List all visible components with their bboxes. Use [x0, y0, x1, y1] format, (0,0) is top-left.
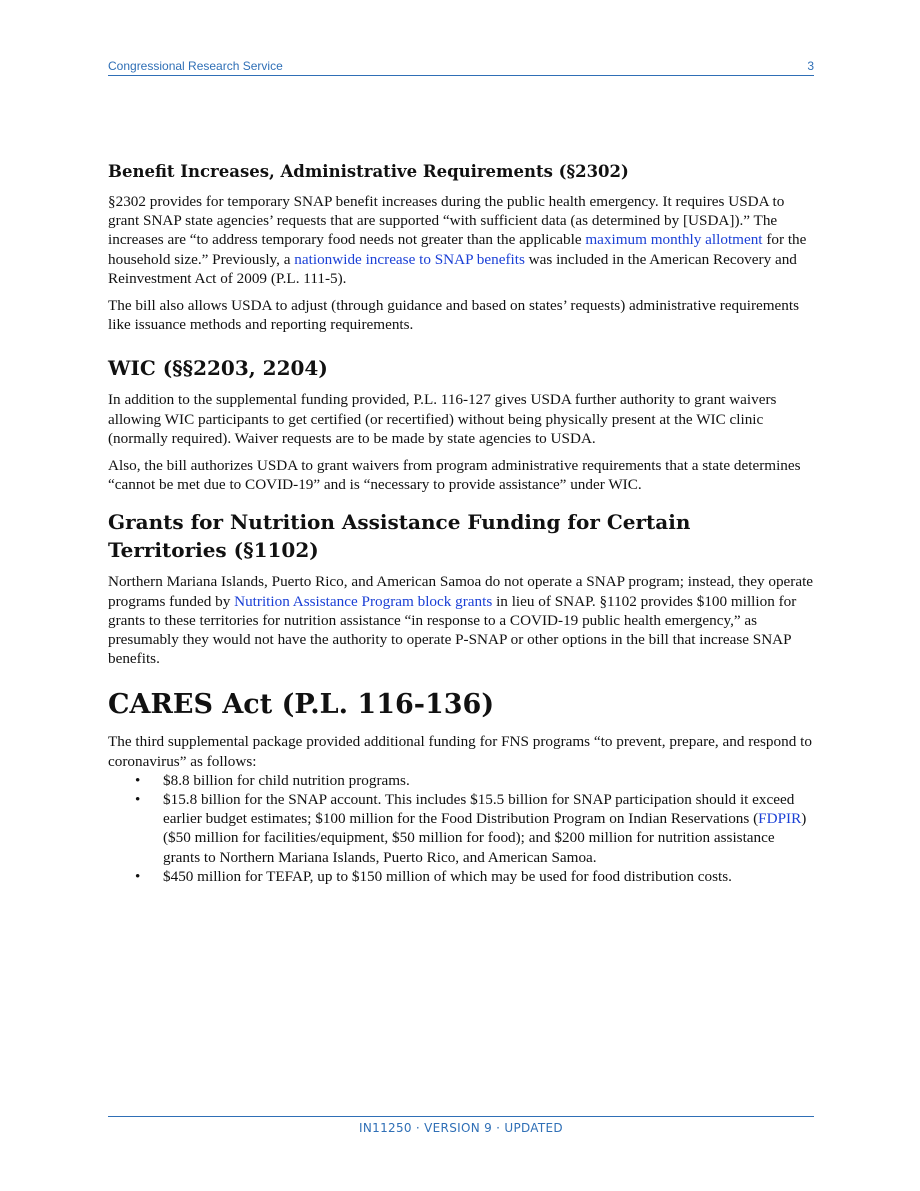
list-item	[135, 771, 814, 790]
text-run: was included in the American Recovery and Reinvestment Act of 2009 (P.L. 111-5).	[108, 250, 797, 287]
text-run: §2302 provides for temporary SNAP benefit increases during the public health emergency. It requires USDA to grant SNAP state agencies’ requests that are supported “with sufficient data (as determined by [USDA]).” The increases are “to address temporary food needs not greater than the applicable	[108, 193, 785, 249]
section-heading-cares: CARES Act (P.L. 116-136)	[108, 689, 495, 721]
bullet-icon: •	[135, 867, 141, 885]
link-fdpir[interactable]: FDPIR	[758, 810, 802, 828]
bullet-icon: •	[135, 771, 141, 789]
document-version: IN11250 · VERSION 9 · UPDATED	[359, 1121, 563, 1135]
section-heading-wic: WIC (§§2203, 2204)	[108, 356, 328, 381]
paragraph	[108, 572, 814, 668]
list-item	[135, 790, 814, 867]
link-maximum-monthly-allotment[interactable]: maximum monthly allotment	[585, 231, 763, 249]
text-run: for the household size.” Previously, a	[108, 231, 807, 268]
section-wic	[108, 354, 814, 494]
page-number: 3	[807, 59, 814, 73]
text-run: ) ($50 million for facilities/equipment, $50 million for food); and $200 million for nutrition assistance grants to Northern Mariana Islands, Puerto Rico, and American Samoa.	[163, 810, 807, 866]
funding-list	[108, 771, 814, 886]
link-nationwide-increase[interactable]: nationwide increase to SNAP benefits	[294, 250, 525, 268]
text-run: $15.8 billion for the SNAP account. This includes $15.5 billion for SNAP participation should it exceed earlier budget estimates; $100 million for the Food Distribution Program on Indian Reservations (	[163, 791, 795, 828]
publisher-name: Congressional Research Service	[108, 59, 283, 73]
text-run: in lieu of SNAP. §1102 provides $100 million for grants to these territories for nutrition assistance “in response to a COVID-19 public health emergency,” as presumably they would not have the authority to operate P-SNAP or other options in the bill that increase SNAP benefits.	[108, 592, 797, 668]
document-body	[108, 160, 814, 886]
paragraph: In addition to the supplemental funding provided, P.L. 116-127 gives USDA further authority to grant waivers allowing WIC participants to get certified (or recertified) without being physically present at the WIC clinic (normally required). Waiver requests are to be made by state agencies to USDA.	[108, 391, 777, 447]
paragraph	[108, 192, 814, 288]
section-cares-act	[108, 686, 814, 886]
text-run: Northern Mariana Islands, Puerto Rico, and American Samoa do not operate a SNAP program; instead, they operate programs funded by	[108, 573, 814, 610]
paragraph: Also, the bill authorizes USDA to grant waivers from program administrative requirements that a state determines “cannot be met due to COVID-19” and is “necessary to provide assistance” under WIC.	[108, 457, 801, 494]
list-item	[135, 867, 814, 886]
text-run: $450 million for TEFAP, up to $150 million of which may be used for food distribution costs.	[163, 867, 732, 885]
section-heading-territories: Grants for Nutrition Assistance Funding for Certain Territories (§1102)	[108, 510, 691, 563]
link-nap-block-grants[interactable]: Nutrition Assistance Program block grants	[234, 592, 493, 610]
bullet-icon: •	[135, 791, 141, 809]
page-header	[108, 58, 814, 76]
text-run: $8.8 billion for child nutrition programs.	[163, 771, 410, 789]
paragraph: The bill also allows USDA to adjust (through guidance and based on states’ requests) administrative requirements like issuance methods and reporting requirements.	[108, 297, 800, 334]
section-territories	[108, 508, 814, 668]
section-heading-snap: Benefit Increases, Administrative Requirements (§2302)	[108, 162, 629, 181]
paragraph: The third supplemental package provided additional funding for FNS programs “to prevent, prepare, and respond to coronavirus” as follows:	[108, 733, 812, 770]
page-footer	[108, 1116, 814, 1135]
section-snap-benefit-increases	[108, 160, 814, 334]
